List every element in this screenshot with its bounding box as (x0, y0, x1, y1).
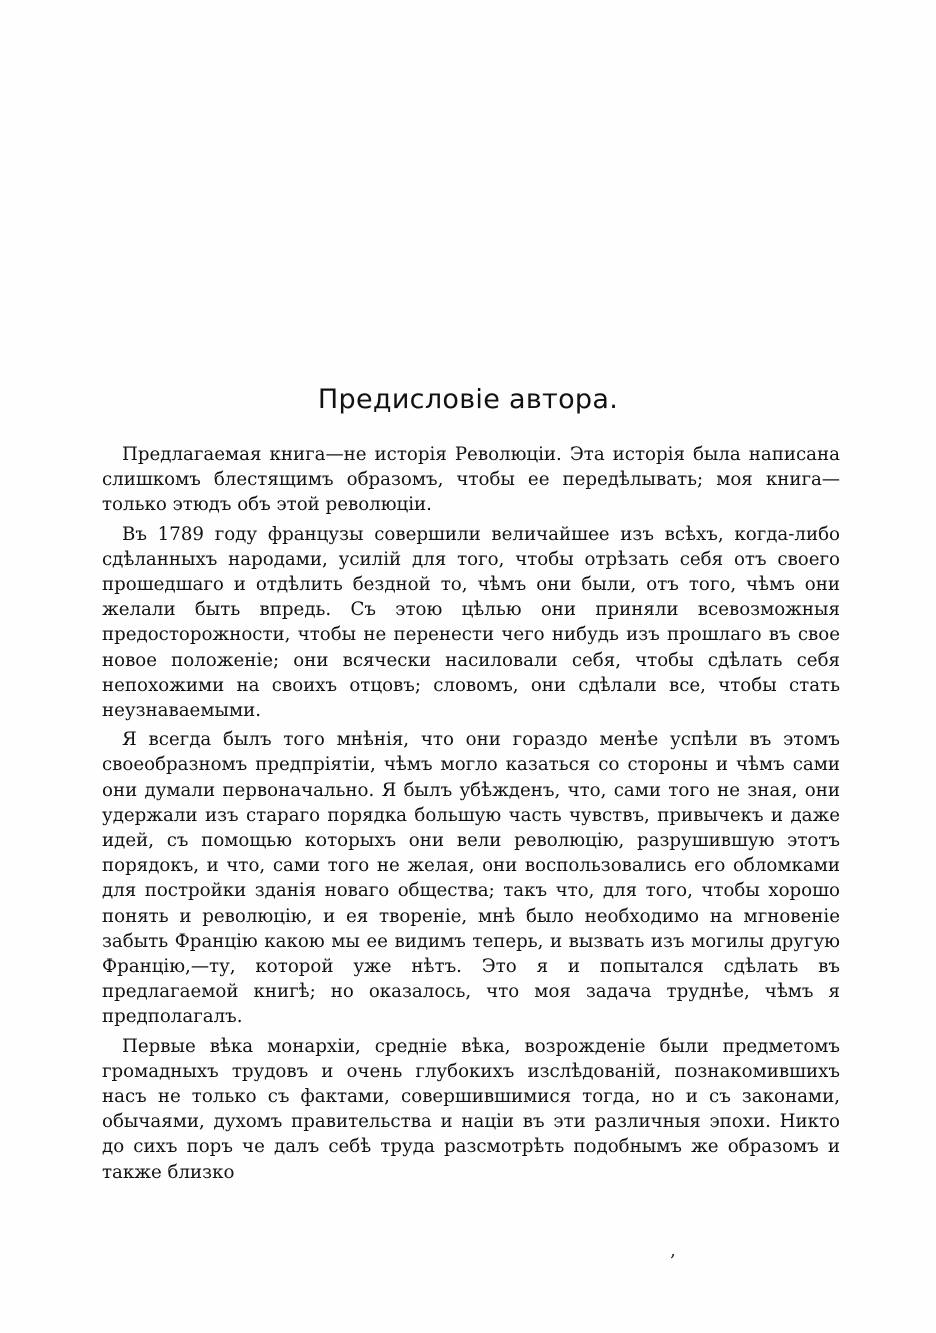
page-title: Предисловіе автора. (317, 384, 619, 415)
footer-mark: ‚ (670, 1240, 676, 1261)
body-text (102, 442, 840, 1189)
paragraph-1: Предлагаемая книга—не исторія Революціи. Эта исторія была написана слишкомъ блестящимъ образомъ, чтобы ее передѣлывать; моя книга—только этюдъ объ этой революціи. (102, 444, 840, 516)
paragraph-4: Первые вѣка монархіи, средніе вѣка, возрожденіе были предметомъ громадныхъ трудовъ и очень глубокихъ изслѣдованій, познакомившихъ насъ не только съ фактами, совершившимися тогда, но и съ законами, обычаями, духомъ правительства и націи въ эти различныя эпохи. Никто до сихъ поръ че далъ себѣ труда разсмотрѣть подобнымъ же образомъ и также близко (102, 1035, 840, 1183)
paragraph-3: Я всегда былъ того мнѣнія, что они гораздо менѣе успѣли въ этомъ своеобразномъ предпріятіи, чѣмъ могло казаться со стороны и чѣмъ сами они думали первоначально. Я былъ убѣжденъ, что, сами того не зная, они удержали изъ стараго порядка большую часть чувствъ, привычекъ и даже идей, съ помощью которыхъ они вели революцію, разрушившую этотъ порядокъ, и что, сами того не желая, они воспользовались его обломками для постройки зданія новаго общества; такъ что, для того, чтобы хорошо понять и революцію, и ея твореніе, мнѣ было необходимо на мгновеніе забыть Францію какою мы ее видимъ теперь, и вызвать изъ могилы другую Францію,—ту, которой уже нѣтъ. Это я и попытался сдѣлать въ предлагаемой книгѣ; но оказалось, что моя задача труднѣе, чѣмъ я предполагалъ. (102, 729, 840, 1028)
paragraph-2: Въ 1789 году французы совершили величайшее изъ всѣхъ, когда-либо сдѣланныхъ народами, усилій для того, чтобы отрѣзать себя отъ своего прошедшаго и отдѣлить бездной то, чѣмъ они были, отъ того, чѣмъ они желали быть впредь. Съ этою цѣлью они приняли всевозможныя предосторожности, чтобы не перенести чего нибудь изъ прошлаго въ свое новое положеніе; они всячески насиловали себя, чтобы сдѣлать себя непохожими на своихъ отцовъ; словомъ, они сдѣлали все, чтобы стать неузнаваемыми. (102, 523, 840, 722)
